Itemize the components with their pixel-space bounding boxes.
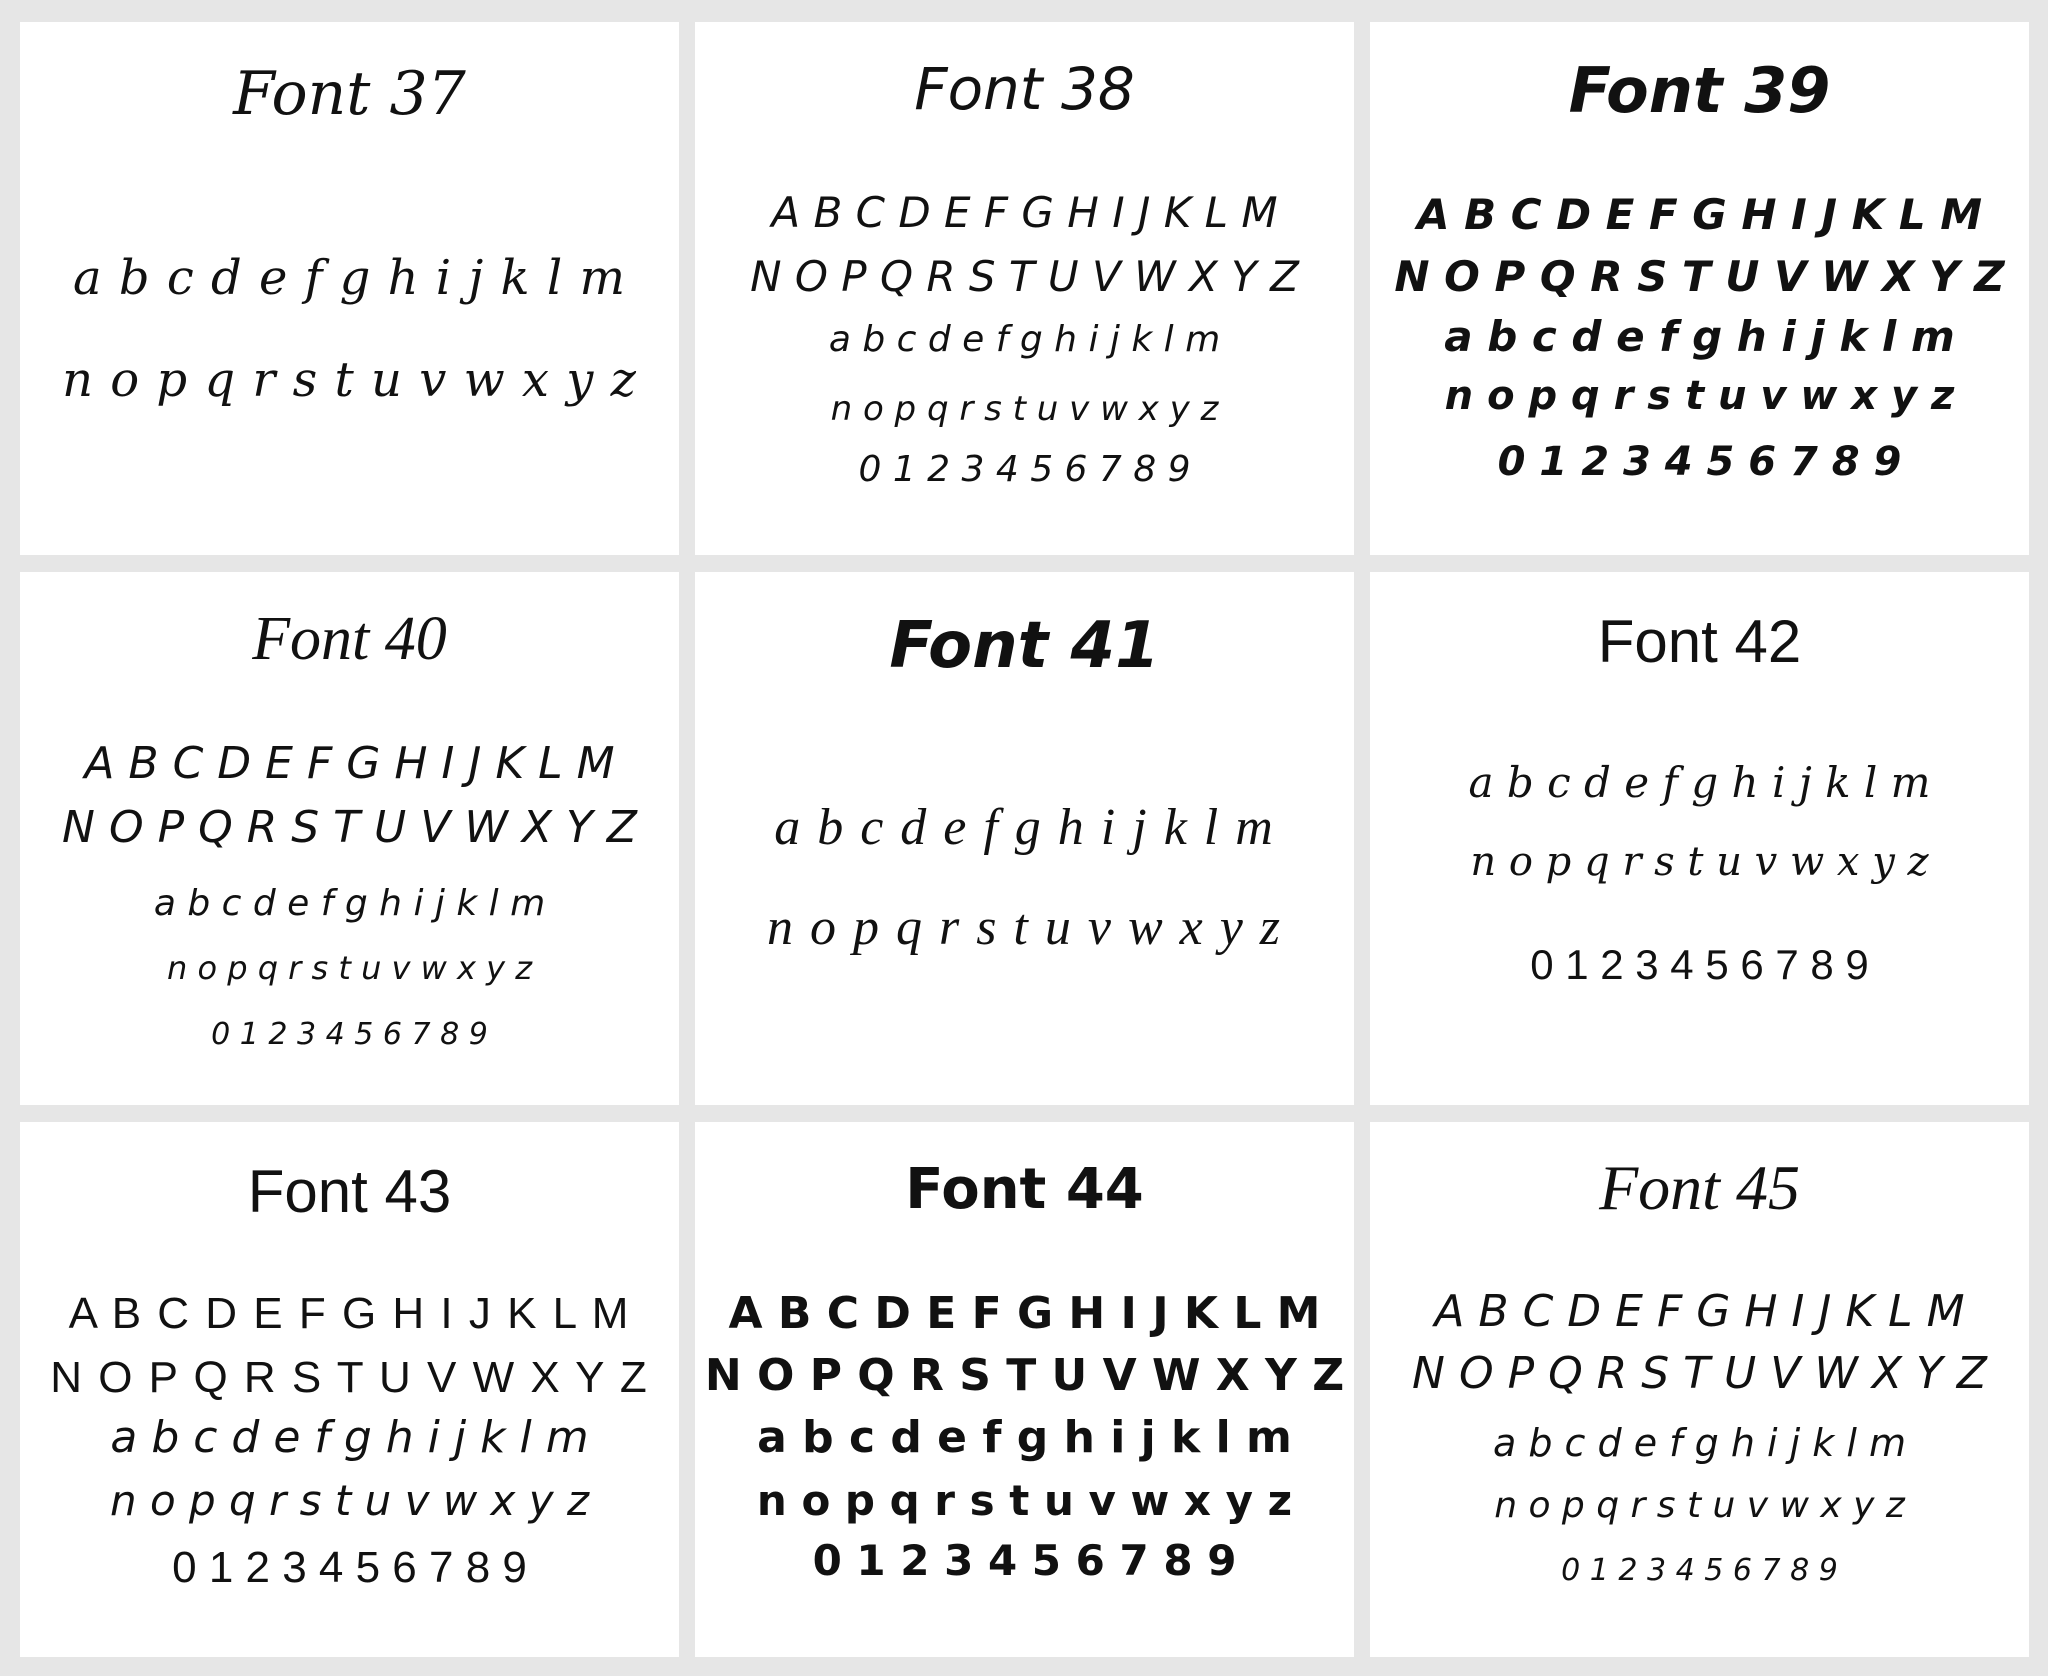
uppercase-n-z: N O P Q R S T U V W X Y Z	[1412, 1348, 1987, 1399]
lowercase-n-z: n o p q r s t u v w x y z	[1470, 839, 1929, 885]
lowercase-a-m: a b c d e f g h i j k l m	[153, 883, 546, 924]
font-card-38	[695, 22, 1354, 555]
font-title: Font 39	[1568, 54, 1831, 127]
lowercase-a-m: a b c d e f g h i j k l m	[774, 799, 1275, 856]
font-card-37	[20, 22, 679, 555]
lowercase-a-m: a b c d e f g h i j k l m	[110, 1412, 589, 1463]
lowercase-a-m: a b c d e f g h i j k l m	[828, 319, 1221, 360]
lowercase-a-m: a b c d e f g h i j k l m	[1468, 758, 1931, 807]
font-card-41	[695, 572, 1354, 1105]
uppercase-n-z: N O P Q R S T U V W X Y Z	[1394, 252, 2005, 301]
lowercase-a-m: a b c d e f g h i j k l m	[72, 250, 627, 306]
font-title: Font 40	[252, 605, 447, 673]
uppercase-a-m: A B C D E F G H I J K L M	[771, 188, 1278, 237]
uppercase-a-m: A B C D E F G H I J K L M	[84, 738, 615, 789]
digits-0-9: 0 1 2 3 4 5 6 7 8 9	[858, 449, 1191, 490]
digits-0-9: 0 1 2 3 4 5 6 7 8 9	[1497, 439, 1902, 485]
font-card-44	[695, 1122, 1354, 1657]
lowercase-n-z: n o p q r s t u v w x y z	[1494, 1485, 1905, 1526]
digits-0-9: 0 1 2 3 4 5 6 7 8 9	[1530, 941, 1869, 988]
uppercase-a-m: A B C D E F G H I J K L M	[68, 1289, 631, 1338]
lowercase-a-m: a b c d e f g h i j k l m	[1492, 1421, 1907, 1465]
uppercase-a-m: A B C D E F G H I J K L M	[1416, 190, 1983, 239]
font-card-45	[1370, 1122, 2029, 1657]
lowercase-n-z: n o p q r s t u v w x y z	[109, 1476, 590, 1525]
digits-0-9: 0 1 2 3 4 5 6 7 8 9	[211, 1017, 488, 1052]
lowercase-n-z: n o p q r s t u v w x y z	[830, 389, 1219, 429]
lowercase-n-z: n o p q r s t u v w x y z	[1444, 373, 1955, 419]
uppercase-n-z: N O P Q R S T U V W X Y Z	[750, 252, 1299, 301]
lowercase-n-z: n o p q r s t u v w x y z	[167, 949, 532, 987]
uppercase-n-z: N O P Q R S T U V W X Y Z	[704, 1350, 1345, 1401]
lowercase-a-m: a b c d e f g h i j k l m	[757, 1412, 1292, 1463]
digits-0-9: 0 1 2 3 4 5 6 7 8 9	[812, 1536, 1237, 1585]
lowercase-n-z: n o p q r s t u v w x y z	[62, 352, 637, 408]
lowercase-n-z: n o p q r s t u v w x y z	[766, 899, 1283, 956]
lowercase-a-m: a b c d e f g h i j k l m	[1444, 312, 1955, 361]
font-card-43	[20, 1122, 679, 1657]
digits-0-9: 0 1 2 3 4 5 6 7 8 9	[172, 1543, 527, 1592]
font-title: Font 43	[247, 1158, 452, 1225]
lowercase-n-z: n o p q r s t u v w x y z	[756, 1476, 1293, 1525]
font-title: Font 42	[1597, 608, 1802, 675]
uppercase-n-z: N O P Q R S T U V W X Y Z	[50, 1353, 649, 1402]
uppercase-a-m: A B C D E F G H I J K L M	[728, 1288, 1321, 1339]
font-title: Font 44	[905, 1157, 1144, 1222]
font-card-42	[1370, 572, 2029, 1105]
font-card-39	[1370, 22, 2029, 555]
font-title: Font 41	[889, 609, 1160, 683]
font-title: Font 38	[914, 55, 1135, 123]
font-title: Font 37	[233, 59, 466, 129]
font-title: Font 45	[1599, 1152, 1800, 1223]
digits-0-9: 0 1 2 3 4 5 6 7 8 9	[1561, 1553, 1838, 1588]
uppercase-n-z: N O P Q R S T U V W X Y Z	[62, 802, 637, 853]
uppercase-a-m: A B C D E F G H I J K L M	[1434, 1286, 1965, 1337]
font-card-40	[20, 572, 679, 1105]
